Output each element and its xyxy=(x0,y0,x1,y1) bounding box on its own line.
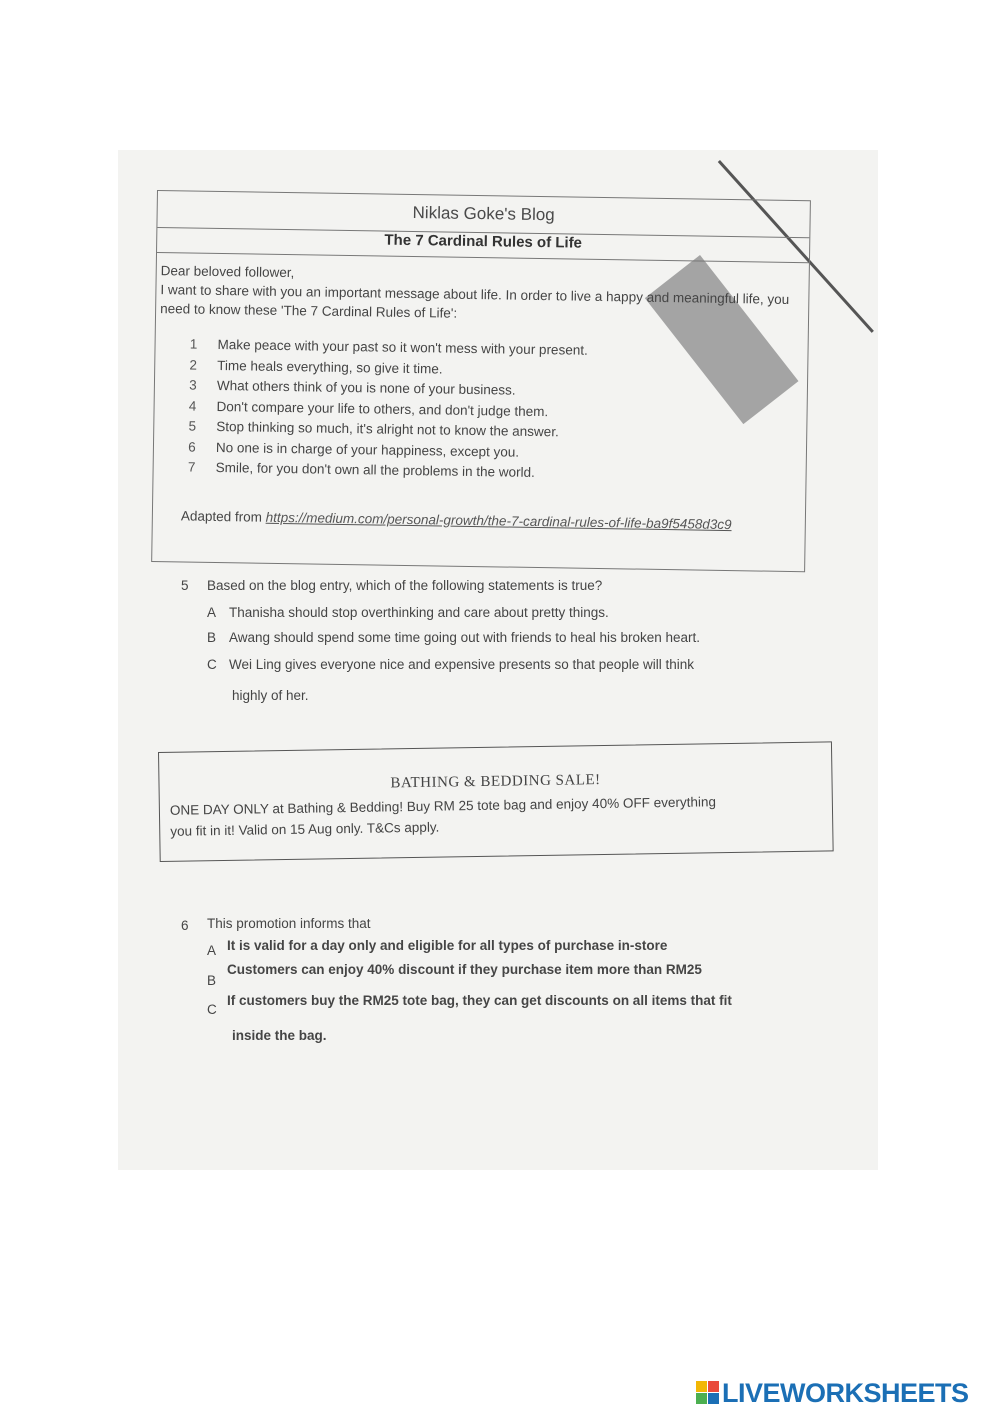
rule-item: 6 No one is in charge of your happiness, except you. xyxy=(188,439,520,460)
rule-item: 5 Stop thinking so much, it's alright not to know the answer. xyxy=(188,418,559,440)
logo-text: LIVEWORKSHEETS xyxy=(722,1377,969,1408)
adapted-prefix: Adapted from xyxy=(180,507,263,525)
question-number: 6 xyxy=(181,918,189,933)
option-letter: C xyxy=(207,657,217,672)
option-c-continuation: inside the bag. xyxy=(232,1028,327,1043)
blog-greeting: Dear beloved follower, xyxy=(160,263,295,281)
question-stem: This promotion informs that xyxy=(207,916,371,931)
blog-intro: I want to share with you an important message about life. In order to live a happy and meaningful life, you need to know these 'The 7 Cardinal Rules of Life': xyxy=(160,282,790,321)
sale-title: BATHING & BEDDING SALE! xyxy=(390,772,601,792)
option-a[interactable]: Thanisha should stop overthinking and care about pretty things. xyxy=(229,605,609,620)
question-stem: Based on the blog entry, which of the following statements is true? xyxy=(207,578,603,593)
option-c-continuation: highly of her. xyxy=(232,688,309,703)
blog-name: Niklas Goke's Blog xyxy=(157,199,809,238)
option-c[interactable]: If customers buy the RM25 tote bag, they can get discounts on all items that fit xyxy=(227,993,732,1008)
rule-item: 1 Make peace with your past so it won't mess with your present. xyxy=(189,336,588,358)
option-letter: B xyxy=(207,973,217,988)
blog-title: The 7 Cardinal Rules of Life xyxy=(157,228,809,263)
liveworksheets-logo-icon xyxy=(696,1381,720,1405)
source-citation xyxy=(157,506,795,535)
rule-item: 3 What others think of you is none of your business. xyxy=(189,377,516,398)
option-letter: C xyxy=(207,1002,217,1017)
source-link[interactable]: https://medium.com/personal-growth/the-7-cardinal-rules-of-life-ba9f5458d3c9 xyxy=(265,509,732,532)
option-a[interactable]: It is valid for a day only and eligible for all types of purchase in-store xyxy=(227,938,668,953)
option-letter: B xyxy=(207,630,217,645)
option-letter: A xyxy=(207,605,217,620)
rule-item: 2 Time heals everything, so give it time. xyxy=(189,357,443,377)
sale-text xyxy=(170,790,813,842)
blog-body xyxy=(157,261,799,534)
rules-list xyxy=(157,334,797,488)
option-b[interactable]: Awang should spend some time going out with friends to heal his broken heart. xyxy=(229,630,701,645)
sale-line-2: you fit in it! Valid on 15 Aug only. T&Cs apply. xyxy=(170,819,440,839)
option-b[interactable]: Customers can enjoy 40% discount if they purchase item more than RM25 xyxy=(227,962,702,977)
sale-promotion-box xyxy=(158,741,834,862)
question-number: 5 xyxy=(181,578,189,593)
option-c[interactable]: Wei Ling gives everyone nice and expensive presents so that people will think xyxy=(229,657,695,672)
liveworksheets-logo[interactable] xyxy=(696,1378,969,1408)
option-letter: A xyxy=(207,943,217,958)
blog-entry-box xyxy=(151,190,811,572)
sale-line-1: ONE DAY ONLY at Bathing & Bedding! Buy RM 25 tote bag and enjoy 40% OFF everything xyxy=(169,794,717,818)
rule-item: 4 Don't compare your life to others, and don't judge them. xyxy=(188,398,549,419)
rule-item: 7 Smile, for you don't own all the problems in the world. xyxy=(187,459,535,480)
